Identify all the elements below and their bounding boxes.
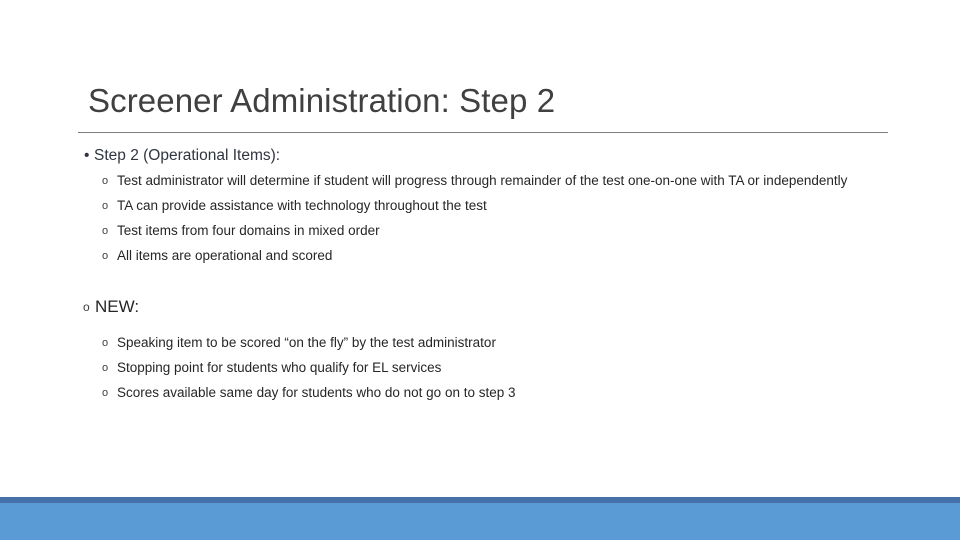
bullet-level1-label: Step 2 (Operational Items): [94,147,281,164]
list-item-text: TA can provide assistance with technology throughout the test [117,198,487,213]
bullet-marker-circle-icon: o [102,225,109,237]
list-item-text: Speaking item to be scored “on the fly” by the test administrator [117,335,496,350]
list-item-text: Stopping point for students who qualify for EL services [117,360,442,375]
list-item [78,221,894,241]
section-spacer [78,318,894,328]
bullet-marker-circle-icon: o [83,300,90,314]
list-item-text: Scores available same day for students who do not go on to step 3 [117,385,516,400]
bullet-marker-circle-icon: o [102,200,109,212]
list-item [78,383,894,403]
list-item-text: All items are operational and scored [117,248,333,263]
bullet-marker-circle-icon: o [102,387,109,399]
bullet-marker-circle-icon: o [102,362,109,374]
slide-body [78,146,894,403]
list-item [78,246,894,266]
bullet-marker-circle-icon: o [102,175,109,187]
bullet-level1-step2 [78,146,894,166]
bullet-marker-dot: • [84,147,90,164]
list-item [78,171,894,191]
bullet-marker-circle-icon: o [102,250,109,262]
list-item [78,358,894,378]
bullet-marker-circle-icon: o [102,337,109,349]
title-underline-rule [78,132,888,133]
list-item [78,196,894,216]
list-item [78,333,894,353]
list-item-text: Test administrator will determine if student will progress through remainder of the test one-on-one with TA or independently [117,173,848,188]
page-title: Screener Administration: Step 2 [88,82,556,119]
new-section-heading [78,296,894,318]
new-section-heading-label: NEW: [95,297,140,316]
list-item-text: Test items from four domains in mixed order [117,223,380,238]
footer-accent-bar-light [0,503,960,540]
